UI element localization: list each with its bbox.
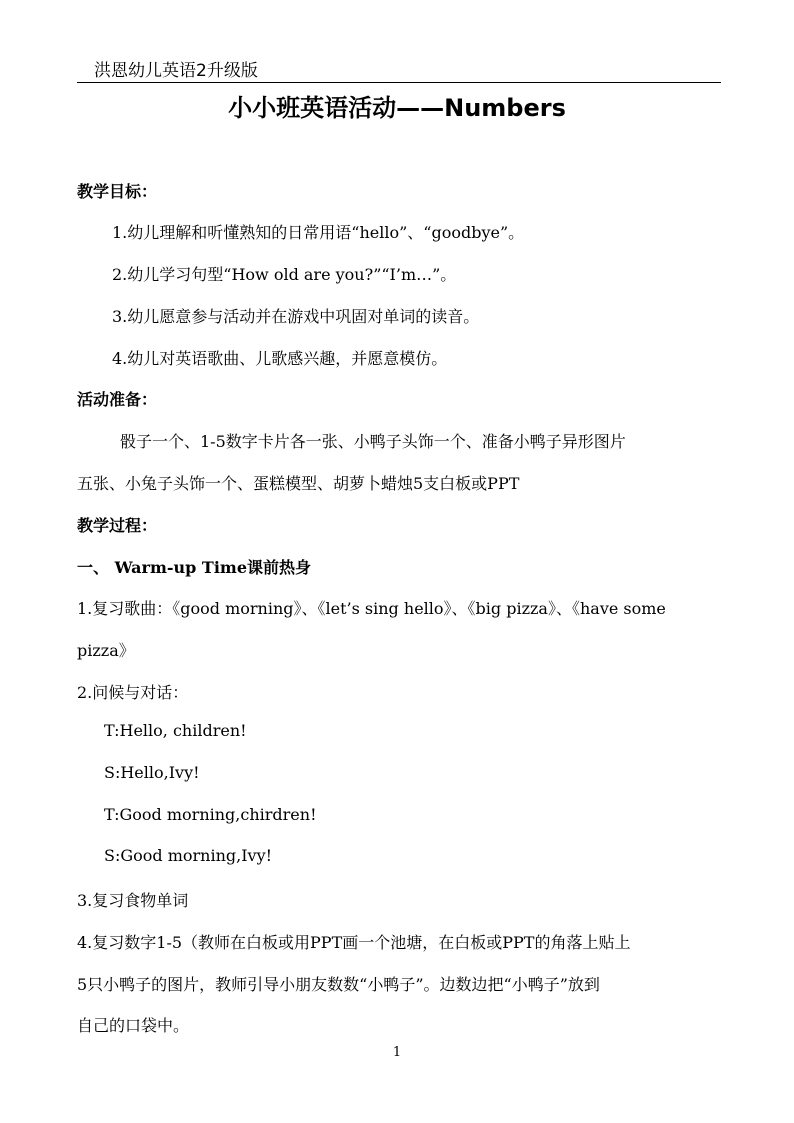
preparation-heading: 活动准备： bbox=[77, 390, 158, 409]
objective-item: 4.幼儿对英语歌曲、儿歌感兴趣，并愿意模仿。 bbox=[112, 349, 448, 368]
process-item: 3.复习食物单词 bbox=[77, 891, 189, 910]
process-heading: 教学过程： bbox=[77, 516, 158, 535]
objectives-heading: 教学目标： bbox=[77, 182, 158, 201]
preparation-line: 骰子一个、1-5数字卡片各一张、小鸭子头饰一个、准备小鸭子异形图片 bbox=[120, 432, 626, 451]
process-item: 1.复习歌曲：《good morning》、《let’s sing hello》、《big pizza》、《have some bbox=[77, 599, 666, 618]
dialogue-line: S:Hello,Ivy! bbox=[104, 763, 200, 782]
preparation-line: 五张、小兔子头饰一个、蛋糕模型、胡萝卜蜡烛5支白板或PPT bbox=[77, 474, 520, 493]
process-item-continued: 5只小鸭子的图片，教师引导小朋友数数“小鸭子”。边数边把“小鸭子”放到 bbox=[77, 975, 600, 994]
objective-item: 1.幼儿理解和听懂熟知的日常用语“hello”、“goodbye”。 bbox=[112, 223, 525, 242]
process-item: 2.问候与对话： bbox=[77, 683, 189, 702]
process-item: 4.复习数字1-5（教师在白板或用PPT画一个池塘，在白板或PPT的角落上贴上 bbox=[77, 933, 631, 952]
page-number: 1 bbox=[392, 1045, 402, 1060]
objective-item: 3.幼儿愿意参与活动并在游戏中巩固对单词的读音。 bbox=[112, 307, 480, 326]
process-item-continued: 自己的口袋中。 bbox=[77, 1016, 190, 1035]
header-title: 洪恩幼儿英语2升级版 bbox=[94, 61, 258, 81]
process-item-continued: pizza》 bbox=[77, 641, 135, 660]
dialogue-line: T:Hello, children! bbox=[104, 721, 247, 740]
objective-item: 2.幼儿学习句型“How old are you?”“I’m…”。 bbox=[112, 265, 457, 284]
dialogue-line: T:Good morning,chirdren! bbox=[104, 805, 317, 824]
document-title: 小小班英语活动——Numbers bbox=[228, 94, 566, 122]
dialogue-line: S:Good morning,Ivy! bbox=[104, 846, 273, 865]
header-rule bbox=[77, 82, 721, 83]
section-warmup: 一、 Warm-up Time课前热身 bbox=[77, 558, 312, 577]
